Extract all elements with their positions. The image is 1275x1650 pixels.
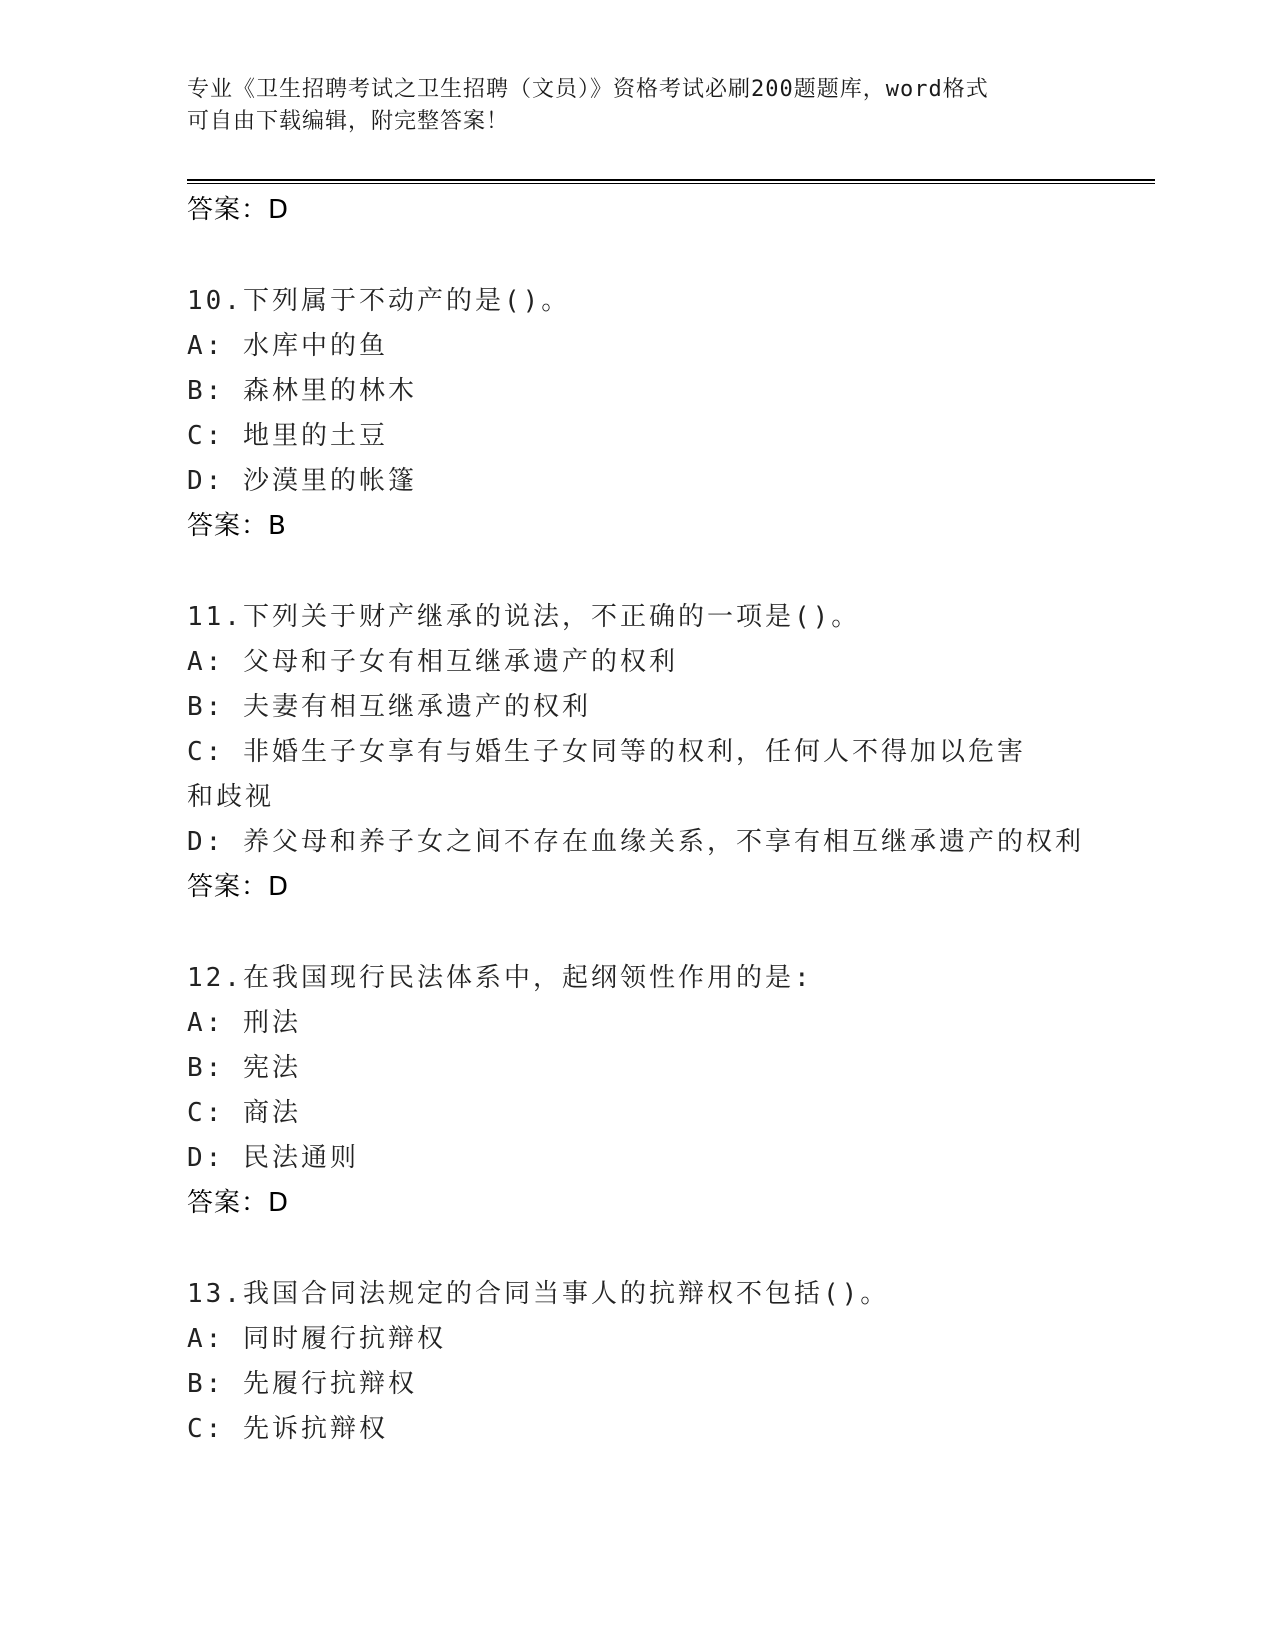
header-line-1: 专业《卫生招聘考试之卫生招聘（文员）》资格考试必刷200题题库，word格式 <box>187 77 989 102</box>
option-c: C: 地里的土豆 <box>187 421 388 451</box>
header-divider-thin <box>187 183 1155 184</box>
question-list <box>187 188 1087 1452</box>
option-c: C: 商法 <box>187 1098 301 1128</box>
question-stem: 13.我国合同法规定的合同当事人的抗辩权不包括()。 <box>187 1279 890 1309</box>
spacer <box>187 233 1087 279</box>
answer-line: 答案：D <box>187 872 290 902</box>
question-stem: 11.下列关于财产继承的说法，不正确的一项是()。 <box>187 602 861 632</box>
option-b: B: 森林里的林木 <box>187 376 417 406</box>
option-a: A: 同时履行抗辩权 <box>187 1324 446 1354</box>
answer-line: 答案：B <box>187 511 287 541</box>
question-block <box>187 956 1087 1226</box>
option-c: C: 非婚生子女享有与婚生子女同等的权利，任何人不得加以危害和歧视 <box>187 737 1026 812</box>
question-block <box>187 1272 1087 1452</box>
option-b: B: 夫妻有相互继承遗产的权利 <box>187 692 591 722</box>
spacer <box>187 549 1087 595</box>
option-d: D: 沙漠里的帐篷 <box>187 466 417 496</box>
option-b: B: 宪法 <box>187 1053 301 1083</box>
option-a: A: 刑法 <box>187 1008 301 1038</box>
option-a: A: 父母和子女有相互继承遗产的权利 <box>187 647 678 677</box>
header-line-2: 可自由下载编辑，附完整答案！ <box>187 109 510 134</box>
option-a: A: 水库中的鱼 <box>187 331 388 361</box>
question-block <box>187 279 1087 549</box>
question-block <box>187 595 1087 910</box>
document-header <box>187 74 1087 138</box>
answer-line: 答案：D <box>187 1188 290 1218</box>
answer-line: 答案：D <box>187 195 290 225</box>
header-divider-thick <box>187 179 1155 181</box>
question-stem: 12.在我国现行民法体系中，起纲领性作用的是: <box>187 963 813 993</box>
spacer <box>187 910 1087 956</box>
option-d: D: 养父母和养子女之间不存在血缘关系，不享有相互继承遗产的权利 <box>187 827 1084 857</box>
question-stem: 10.下列属于不动产的是()。 <box>187 286 571 316</box>
option-c: C: 先诉抗辩权 <box>187 1414 388 1444</box>
option-d: D: 民法通则 <box>187 1143 359 1173</box>
spacer <box>187 1226 1087 1272</box>
option-b: B: 先履行抗辩权 <box>187 1369 417 1399</box>
